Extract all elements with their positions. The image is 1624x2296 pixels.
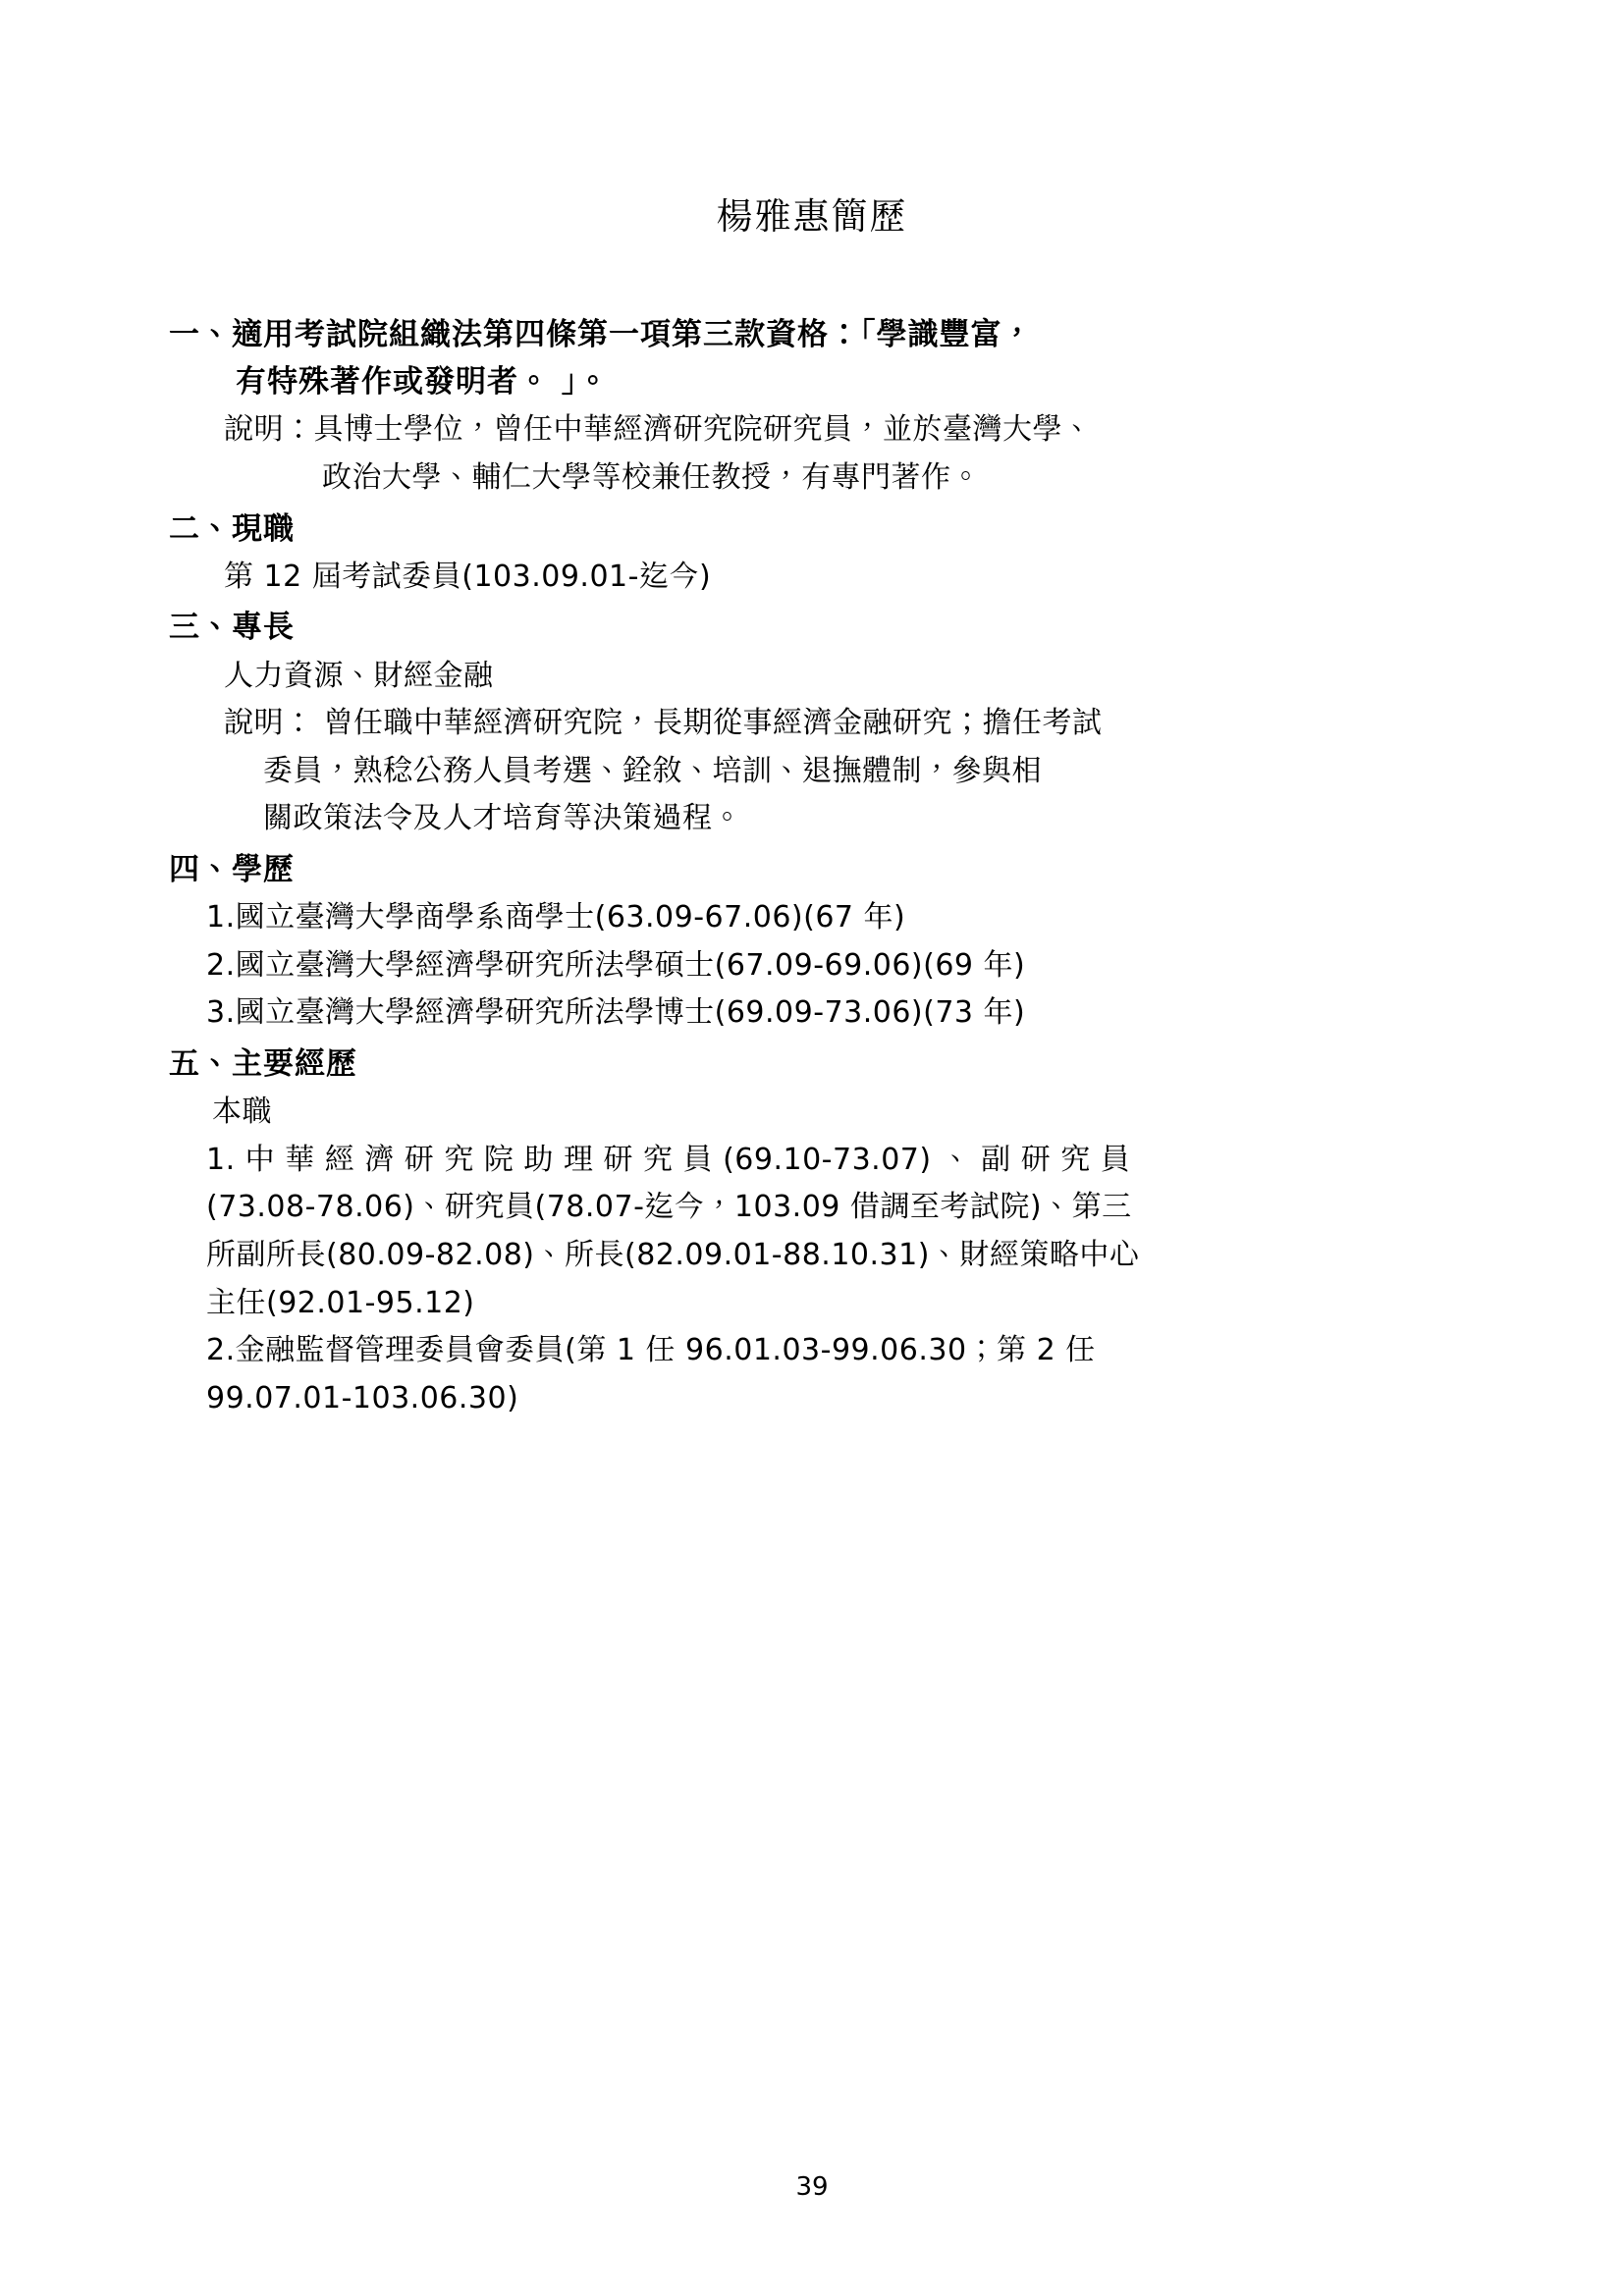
- section-heading-text-cont: 有特殊著作或發明者。 」。: [236, 364, 610, 400]
- section-heading-text: 現職: [232, 510, 295, 547]
- section-heading-text: 專長: [232, 610, 295, 646]
- section-experience: [157, 1040, 1467, 1422]
- experience-item-1-line-4: 主任(92.01-95.12): [206, 1285, 475, 1320]
- section-qualification: [157, 310, 1467, 503]
- experience-item-1: [157, 1137, 1467, 1327]
- section-heading-qualification: [157, 310, 1467, 406]
- education-item-3: 3.國立臺灣大學經濟學研究所法學博士(69.09-73.06)(73 年): [206, 995, 1026, 1031]
- section-current-position: [157, 505, 1467, 602]
- page-title: 楊雅惠簡歷: [716, 195, 908, 238]
- page-number: 39: [795, 2172, 829, 2202]
- experience-item-1-line-2: (73.08-78.06)、研究員(78.07-迄今，103.09 借調至考試院)、第三: [206, 1190, 1132, 1225]
- expertise-note-lead: 說明： 曾任職中華經濟研究院，長期從事經濟金融研究；擔任考試: [224, 706, 1103, 741]
- expertise-note-line3: 關政策法令及人才培育等決策過程。: [263, 801, 742, 836]
- experience-sublabel: 本職: [212, 1095, 272, 1130]
- education-item-1: 1.國立臺灣大學商學系商學士(63.09-67.06)(67 年): [206, 900, 906, 935]
- education-item-2: 2.國立臺灣大學經濟學研究所法學碩士(67.09-69.06)(69 年): [206, 947, 1026, 983]
- qualification-note: [157, 406, 1467, 502]
- experience-item-2-line-2: 99.07.01-103.06.30): [206, 1380, 519, 1415]
- section-number: 一、: [169, 317, 232, 352]
- section-number: 四、: [169, 852, 232, 888]
- section-heading-text: 適用考試院組織法第四條第一項第三款資格：「學識豐富，: [232, 317, 1034, 352]
- qualification-note-lead: 說明：具博士學位，曾任中華經濟研究院研究員，並於臺灣大學、: [224, 412, 1093, 448]
- section-heading-current-position: [157, 505, 1467, 554]
- experience-item-1-line-1: 1. 中 華 經 濟 研 究 院 助 理 研 究 員 (69.10-73.07) 、 副 研 究 員: [206, 1142, 1131, 1177]
- expertise-line: 人力資源、財經金融: [224, 658, 494, 693]
- section-heading-text: 主要經歷: [232, 1046, 357, 1083]
- section-expertise: [157, 603, 1467, 843]
- section-number: 三、: [169, 610, 232, 646]
- current-position-line: 第 12 屆考試委員(103.09.01-迄今): [224, 559, 712, 594]
- experience-item-1-line-3: 所副所長(80.09-82.08)、所長(82.09.01-88.10.31)、財經策略中心: [206, 1238, 1140, 1273]
- section-education: [157, 845, 1467, 1038]
- section-heading-text: 學歷: [232, 852, 295, 888]
- section-number: 五、: [169, 1046, 232, 1083]
- experience-item-2: [157, 1327, 1467, 1422]
- section-number: 二、: [169, 510, 232, 547]
- qualification-note-cont: 政治大學、輔仁大學等校兼任教授，有專門著作。: [322, 460, 981, 496]
- section-heading-education: [157, 845, 1467, 894]
- expertise-note-line2: 委員，熟稔公務人員考選、銓敘、培訓、退撫體制，參與相: [263, 753, 1042, 788]
- section-heading-expertise: [157, 603, 1467, 652]
- experience-item-2-line-1: 2.金融監督管理委員會委員(第 1 任 96.01.03-99.06.30；第 2 任: [206, 1333, 1096, 1368]
- section-heading-experience: [157, 1040, 1467, 1089]
